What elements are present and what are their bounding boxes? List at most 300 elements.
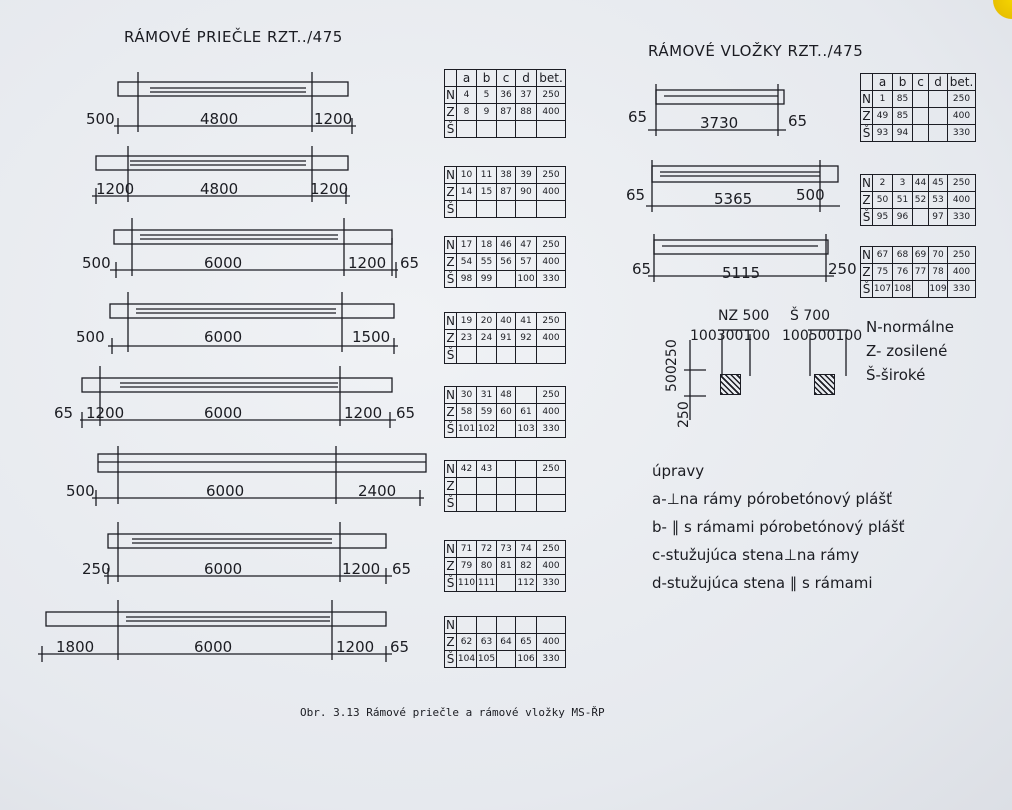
- upravy-item-d: d-stužujúca stena ∥ s rámami: [652, 574, 873, 592]
- table-row: [861, 192, 976, 209]
- table-row: [445, 404, 566, 421]
- table-row: [445, 495, 566, 512]
- table-header-cell: d: [516, 70, 537, 87]
- table-cell: 43: [477, 461, 497, 478]
- table-cell: 330: [537, 575, 566, 592]
- table-cell: [537, 201, 566, 218]
- upravy-title: úpravy: [652, 462, 705, 480]
- p8-dim-mid: 6000: [194, 638, 233, 656]
- table-cell: 94: [893, 125, 913, 142]
- table-cell: 60: [497, 404, 516, 421]
- table-header-cell: c: [913, 74, 929, 91]
- p4-dim-left: 500: [76, 328, 105, 346]
- table-row: [445, 478, 566, 495]
- table-cell: 59: [477, 404, 497, 421]
- table-row: [445, 201, 566, 218]
- row-label: Z: [446, 635, 455, 649]
- table-cell: 54: [457, 254, 477, 271]
- table-cell: 330: [537, 651, 566, 668]
- table-row: [445, 651, 566, 668]
- table-cell: 98: [457, 271, 477, 288]
- table-cell: 37: [516, 87, 537, 104]
- table-cell: 38: [497, 167, 516, 184]
- table-cell: 250: [537, 461, 566, 478]
- legend-wide: Š-široké: [866, 366, 926, 384]
- table-cell: 82: [516, 558, 537, 575]
- table-cell: 9: [477, 104, 497, 121]
- table-cell: 250: [537, 237, 566, 254]
- table-cell: 65: [516, 634, 537, 651]
- table-cell: [516, 461, 537, 478]
- legend-strengthened: Z- zosilené: [866, 342, 948, 360]
- row-label: Z: [446, 479, 455, 493]
- table-cell: 55: [477, 254, 497, 271]
- table-row: [861, 91, 976, 108]
- table-cell: 400: [537, 558, 566, 575]
- table-cell: [477, 617, 497, 634]
- table-cell: 77: [913, 264, 929, 281]
- table-row: [445, 558, 566, 575]
- table-cell: 90: [516, 184, 537, 201]
- table-cell: [457, 478, 477, 495]
- table-header-row: [445, 70, 566, 87]
- p6-dim-left: 500: [66, 482, 95, 500]
- table-row: [445, 184, 566, 201]
- section-vertical-top: 250: [664, 339, 680, 366]
- table-row: [861, 209, 976, 226]
- table-header-cell: b: [893, 74, 913, 91]
- table-cell: 76: [893, 264, 913, 281]
- table-row: [445, 104, 566, 121]
- table-cell: 101: [457, 421, 477, 438]
- table-cell: 71: [457, 541, 477, 558]
- p6-dim-right: 2400: [358, 482, 397, 500]
- p5-dim-end: 65: [396, 404, 416, 422]
- table-cell: 112: [516, 575, 537, 592]
- row-label: Z: [446, 105, 455, 119]
- table-cell: [497, 478, 516, 495]
- table-row: [445, 347, 566, 364]
- row-label: Z: [862, 265, 871, 279]
- table-cell: 39: [516, 167, 537, 184]
- table-cell: 31: [477, 387, 497, 404]
- table-cell: 36: [497, 87, 516, 104]
- table-cell: 41: [516, 313, 537, 330]
- table-cell: 10: [457, 167, 477, 184]
- row-label: Z: [446, 331, 455, 345]
- table-cell: 17: [457, 237, 477, 254]
- inserts-table-3: [860, 246, 976, 298]
- table-cell: 91: [497, 330, 516, 347]
- table-cell: 400: [537, 104, 566, 121]
- table-cell: [497, 271, 516, 288]
- p7-dim-end: 65: [392, 560, 412, 578]
- partitions-table-6: [444, 460, 566, 512]
- table-cell: 61: [516, 404, 537, 421]
- table-cell: 400: [537, 634, 566, 651]
- row-label: Š: [445, 421, 457, 438]
- p5-dim-far-left: 65: [54, 404, 74, 422]
- table-cell: 58: [457, 404, 477, 421]
- table-cell: 330: [948, 281, 976, 298]
- table-row: [445, 541, 566, 558]
- row-label: Š: [445, 347, 457, 364]
- table-cell: [929, 91, 948, 108]
- table-header-cell: b: [477, 70, 497, 87]
- i2-dim-mid: 5365: [714, 190, 753, 208]
- p8-dim-end: 65: [390, 638, 410, 656]
- table-cell: 57: [516, 254, 537, 271]
- table-cell: [457, 617, 477, 634]
- row-label: Š: [861, 281, 873, 298]
- table-cell: 50: [873, 192, 893, 209]
- section-vertical-mid: 500: [664, 365, 680, 392]
- table-row: [445, 387, 566, 404]
- row-label: N: [446, 388, 455, 402]
- table-cell: 92: [516, 330, 537, 347]
- row-label: Z: [862, 193, 871, 207]
- table-cell: [537, 478, 566, 495]
- table-row: [861, 247, 976, 264]
- table-cell: 18: [477, 237, 497, 254]
- p3-dim-right: 1200: [348, 254, 387, 272]
- row-label: Š: [861, 125, 873, 142]
- table-cell: 330: [537, 271, 566, 288]
- table-cell: [516, 121, 537, 138]
- table-cell: [537, 347, 566, 364]
- table-cell: 93: [873, 125, 893, 142]
- p7-dim-mid: 6000: [204, 560, 243, 578]
- table-cell: [516, 201, 537, 218]
- table-cell: 111: [477, 575, 497, 592]
- table-cell: 95: [873, 209, 893, 226]
- table-cell: [913, 108, 929, 125]
- table-cell: 2: [873, 175, 893, 192]
- table-cell: 330: [537, 421, 566, 438]
- inserts-table-1: [860, 73, 976, 142]
- table-header-corner: [445, 70, 457, 87]
- p4-dim-right: 1500: [352, 328, 391, 346]
- table-row: [445, 313, 566, 330]
- p5-dim-left: 1200: [86, 404, 125, 422]
- table-cell: 97: [929, 209, 948, 226]
- i3-dim-right: 250: [828, 260, 857, 278]
- table-cell: 19: [457, 313, 477, 330]
- table-cell: 75: [873, 264, 893, 281]
- table-cell: 99: [477, 271, 497, 288]
- table-cell: 40: [497, 313, 516, 330]
- title-frame-partitions: RÁMOVÉ PRIEČLE RZT../475: [124, 28, 343, 46]
- row-label: N: [446, 238, 455, 252]
- table-row: [861, 264, 976, 281]
- table-cell: [516, 617, 537, 634]
- section-s-hatch: [814, 374, 835, 395]
- table-cell: 400: [948, 108, 976, 125]
- table-cell: [537, 617, 566, 634]
- table-cell: [913, 281, 929, 298]
- row-label: Z: [446, 405, 455, 419]
- table-cell: 3: [893, 175, 913, 192]
- table-cell: 100: [516, 271, 537, 288]
- table-cell: [457, 347, 477, 364]
- table-cell: [477, 347, 497, 364]
- table-header-row: [861, 74, 976, 91]
- table-cell: 67: [873, 247, 893, 264]
- table-cell: [516, 495, 537, 512]
- table-cell: 330: [948, 125, 976, 142]
- row-label: Š: [445, 495, 457, 512]
- row-label: N: [446, 618, 455, 632]
- table-cell: 250: [948, 247, 976, 264]
- row-label: Z: [446, 559, 455, 573]
- table-header-cell: bet.: [948, 74, 976, 91]
- table-cell: 30: [457, 387, 477, 404]
- table-header-cell: c: [497, 70, 516, 87]
- table-cell: 63: [477, 634, 497, 651]
- row-label: N: [446, 88, 455, 102]
- i2-dim-left: 65: [626, 186, 646, 204]
- table-cell: 4: [457, 87, 477, 104]
- i1-dim-left: 65: [628, 108, 648, 126]
- i1-dim-right: 65: [788, 112, 808, 130]
- table-cell: [477, 121, 497, 138]
- table-cell: 400: [537, 184, 566, 201]
- partitions-table-5: [444, 386, 566, 438]
- table-cell: 78: [929, 264, 948, 281]
- table-cell: [497, 421, 516, 438]
- row-label: Z: [446, 185, 455, 199]
- table-row: [445, 634, 566, 651]
- upravy-item-c: c-stužujúca stena⊥na rámy: [652, 546, 860, 564]
- p3-dim-left: 500: [82, 254, 111, 272]
- table-cell: [497, 651, 516, 668]
- table-row: [861, 175, 976, 192]
- table-row: [445, 167, 566, 184]
- table-cell: [929, 108, 948, 125]
- table-cell: 46: [497, 237, 516, 254]
- row-label: Š: [861, 209, 873, 226]
- p8-dim-left: 1800: [56, 638, 95, 656]
- table-cell: 73: [497, 541, 516, 558]
- table-cell: 70: [929, 247, 948, 264]
- section-vertical-bottom: 250: [676, 401, 692, 428]
- table-cell: 62: [457, 634, 477, 651]
- partitions-table-7: [444, 540, 566, 592]
- p5-dim-mid: 6000: [204, 404, 243, 422]
- table-cell: 107: [873, 281, 893, 298]
- partitions-table-8: [444, 616, 566, 668]
- section-nz-hatch: [720, 374, 741, 395]
- figure-caption: Obr. 3.13 Rámové priečle a rámové vložky MS-ŘP: [300, 706, 605, 719]
- table-cell: 81: [497, 558, 516, 575]
- row-label: N: [862, 176, 871, 190]
- table-row: [861, 108, 976, 125]
- table-cell: 96: [893, 209, 913, 226]
- row-label: N: [862, 92, 871, 106]
- table-cell: 250: [537, 87, 566, 104]
- table-cell: [477, 478, 497, 495]
- p2-dim-mid: 4800: [200, 180, 239, 198]
- title-frame-inserts: RÁMOVÉ VLOŽKY RZT../475: [648, 42, 864, 60]
- table-cell: [477, 201, 497, 218]
- i1-dim-mid: 3730: [700, 114, 739, 132]
- table-cell: 400: [537, 404, 566, 421]
- table-cell: 105: [477, 651, 497, 668]
- table-cell: [497, 347, 516, 364]
- i3-dim-mid: 5115: [722, 264, 761, 282]
- table-cell: 56: [497, 254, 516, 271]
- row-label: N: [446, 542, 455, 556]
- table-cell: 85: [893, 91, 913, 108]
- p4-dim-mid: 6000: [204, 328, 243, 346]
- p1-dim-right: 1200: [314, 110, 353, 128]
- row-label: N: [446, 168, 455, 182]
- upravy-item-b: b- ∥ s rámami pórobetónový plášť: [652, 518, 905, 536]
- partitions-table-3: [444, 236, 566, 288]
- table-cell: 400: [948, 264, 976, 281]
- table-cell: 68: [893, 247, 913, 264]
- table-cell: 104: [457, 651, 477, 668]
- table-cell: [477, 495, 497, 512]
- p7-dim-left: 250: [82, 560, 111, 578]
- table-row: [445, 87, 566, 104]
- table-row: [861, 125, 976, 142]
- table-cell: 250: [537, 313, 566, 330]
- table-header-cell: a: [457, 70, 477, 87]
- table-row: [445, 330, 566, 347]
- table-cell: 106: [516, 651, 537, 668]
- table-cell: [497, 201, 516, 218]
- table-cell: [913, 125, 929, 142]
- table-row: [445, 237, 566, 254]
- table-cell: 109: [929, 281, 948, 298]
- table-cell: 250: [537, 167, 566, 184]
- table-cell: 20: [477, 313, 497, 330]
- table-cell: 80: [477, 558, 497, 575]
- table-cell: 250: [537, 387, 566, 404]
- table-cell: 24: [477, 330, 497, 347]
- table-cell: 72: [477, 541, 497, 558]
- row-label: Š: [445, 575, 457, 592]
- table-cell: 69: [913, 247, 929, 264]
- row-label: N: [862, 248, 871, 262]
- row-label: Š: [445, 651, 457, 668]
- table-cell: 110: [457, 575, 477, 592]
- table-cell: 14: [457, 184, 477, 201]
- p2-dim-left: 1200: [96, 180, 135, 198]
- table-cell: 52: [913, 192, 929, 209]
- table-cell: 74: [516, 541, 537, 558]
- p2-dim-right: 1200: [310, 180, 349, 198]
- table-cell: [497, 617, 516, 634]
- table-cell: 108: [893, 281, 913, 298]
- table-header-corner: [861, 74, 873, 91]
- table-cell: 85: [893, 108, 913, 125]
- table-row: [861, 281, 976, 298]
- i2-dim-right: 500: [796, 186, 825, 204]
- table-cell: 400: [537, 330, 566, 347]
- table-cell: [516, 478, 537, 495]
- partitions-table-1: [444, 69, 566, 138]
- table-cell: 11: [477, 167, 497, 184]
- table-cell: [497, 121, 516, 138]
- table-cell: [516, 347, 537, 364]
- table-cell: 51: [893, 192, 913, 209]
- p8-dim-right: 1200: [336, 638, 375, 656]
- table-cell: [913, 209, 929, 226]
- p3-dim-mid: 6000: [204, 254, 243, 272]
- row-label: Z: [446, 255, 455, 269]
- section-nz-parts: 100300100: [690, 328, 771, 344]
- table-cell: [457, 495, 477, 512]
- table-cell: [497, 495, 516, 512]
- table-cell: [457, 121, 477, 138]
- table-cell: 400: [537, 254, 566, 271]
- table-cell: [537, 121, 566, 138]
- table-row: [445, 421, 566, 438]
- table-cell: 250: [537, 541, 566, 558]
- p6-dim-mid: 6000: [206, 482, 245, 500]
- row-label: N: [446, 462, 455, 476]
- table-cell: 250: [948, 175, 976, 192]
- table-cell: 5: [477, 87, 497, 104]
- p1-dim-left: 500: [86, 110, 115, 128]
- table-cell: 87: [497, 104, 516, 121]
- partitions-table-4: [444, 312, 566, 364]
- table-row: [445, 271, 566, 288]
- table-cell: [457, 201, 477, 218]
- table-cell: 47: [516, 237, 537, 254]
- table-cell: [497, 461, 516, 478]
- p1-dim-mid: 4800: [200, 110, 239, 128]
- table-row: [445, 617, 566, 634]
- table-cell: 103: [516, 421, 537, 438]
- row-label: Š: [445, 201, 457, 218]
- table-cell: 8: [457, 104, 477, 121]
- i3-dim-left: 65: [632, 260, 652, 278]
- table-cell: 102: [477, 421, 497, 438]
- section-s-parts: 100500100: [782, 328, 863, 344]
- table-cell: 330: [948, 209, 976, 226]
- table-cell: 23: [457, 330, 477, 347]
- table-cell: 44: [913, 175, 929, 192]
- table-cell: 87: [497, 184, 516, 201]
- table-cell: 250: [948, 91, 976, 108]
- table-cell: 88: [516, 104, 537, 121]
- row-label: Š: [445, 121, 457, 138]
- table-cell: 48: [497, 387, 516, 404]
- row-label: N: [446, 314, 455, 328]
- p7-dim-right: 1200: [342, 560, 381, 578]
- table-header-cell: a: [873, 74, 893, 91]
- table-cell: [537, 495, 566, 512]
- section-nz-label: NZ 500: [718, 308, 770, 324]
- table-cell: [929, 125, 948, 142]
- table-header-cell: d: [929, 74, 948, 91]
- row-label: Z: [862, 109, 871, 123]
- table-row: [445, 461, 566, 478]
- table-cell: [913, 91, 929, 108]
- p5-dim-right: 1200: [344, 404, 383, 422]
- table-header-cell: bet.: [537, 70, 566, 87]
- upravy-item-a: a-⊥na rámy pórobetónový plášť: [652, 490, 893, 508]
- row-label: Š: [445, 271, 457, 288]
- table-cell: 42: [457, 461, 477, 478]
- legend-normal: N-normálne: [866, 318, 954, 336]
- table-row: [445, 121, 566, 138]
- table-cell: [497, 575, 516, 592]
- table-cell: 1: [873, 91, 893, 108]
